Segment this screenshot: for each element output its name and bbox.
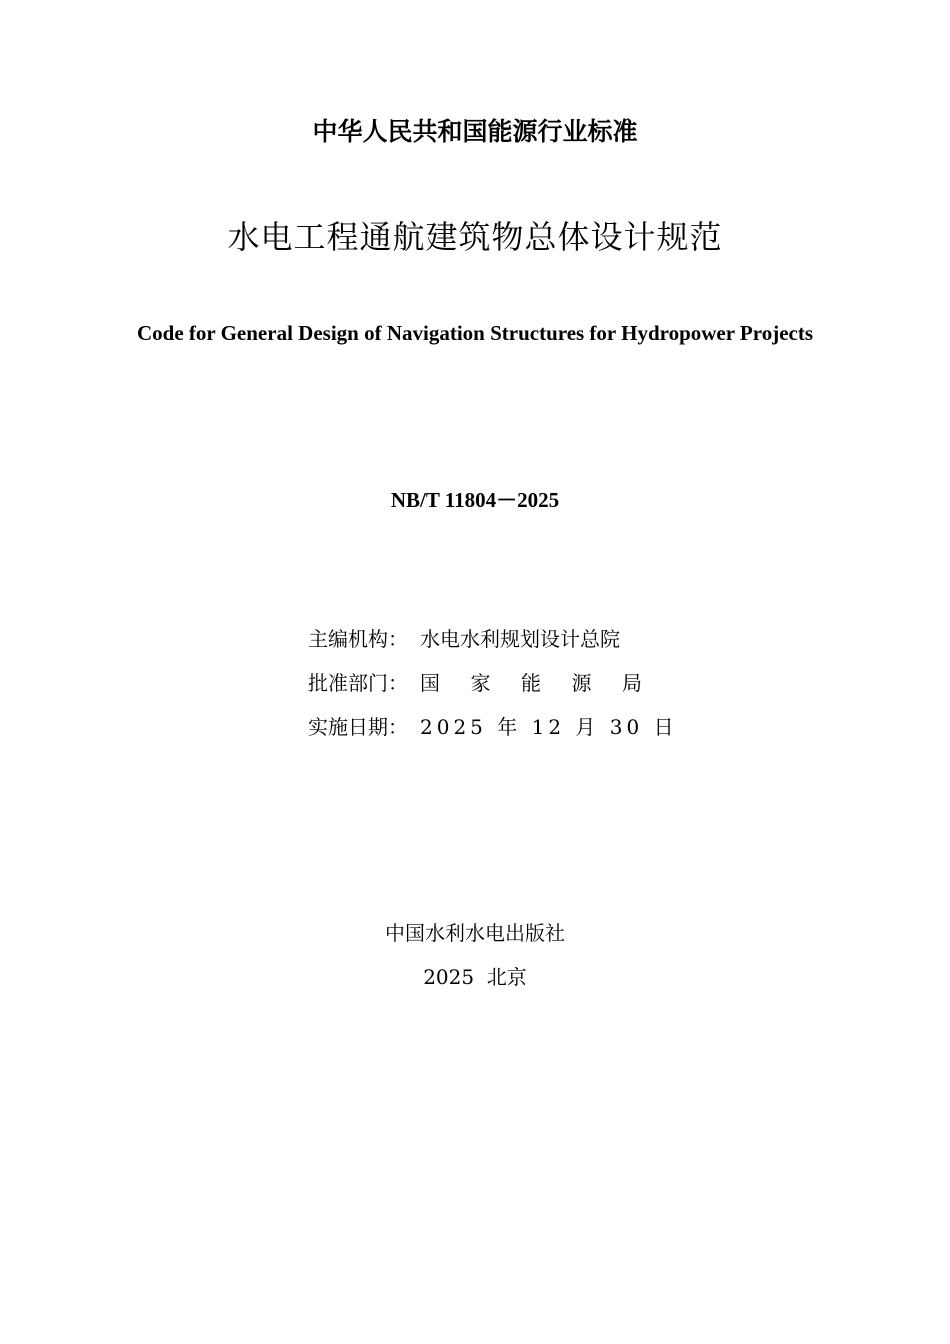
approver-char: 国: [420, 671, 440, 695]
approver-label: 批准部门：: [308, 671, 408, 695]
standard-info-block: [308, 617, 708, 749]
standard-number: NB/T 11804－2025: [390, 488, 560, 512]
approver-char: 能: [521, 671, 541, 695]
approver-value: [420, 668, 642, 698]
date-row: [308, 705, 708, 749]
approver-char: 源: [571, 671, 592, 695]
approver-char: 局: [622, 671, 642, 695]
chinese-title: 水电工程通航建筑物总体设计规范: [227, 218, 723, 256]
publication-place-year: 2025 北京: [423, 965, 527, 989]
approver-row: [308, 661, 708, 705]
editor-label: 主编机构：: [308, 627, 408, 651]
editor-value: 水电水利规划设计总院: [420, 627, 620, 651]
date-value: 2025 年 12 月 30 日: [420, 715, 678, 739]
industry-standard-heading: 中华人民共和国能源行业标准: [312, 117, 638, 146]
publisher: 中国水利水电出版社: [385, 921, 565, 945]
date-label: 实施日期：: [308, 715, 408, 739]
editor-row: [308, 617, 708, 661]
english-title: Code for General Design of Navigation Structures for Hydropower Projects: [137, 321, 813, 345]
approver-char: 家: [470, 671, 491, 695]
